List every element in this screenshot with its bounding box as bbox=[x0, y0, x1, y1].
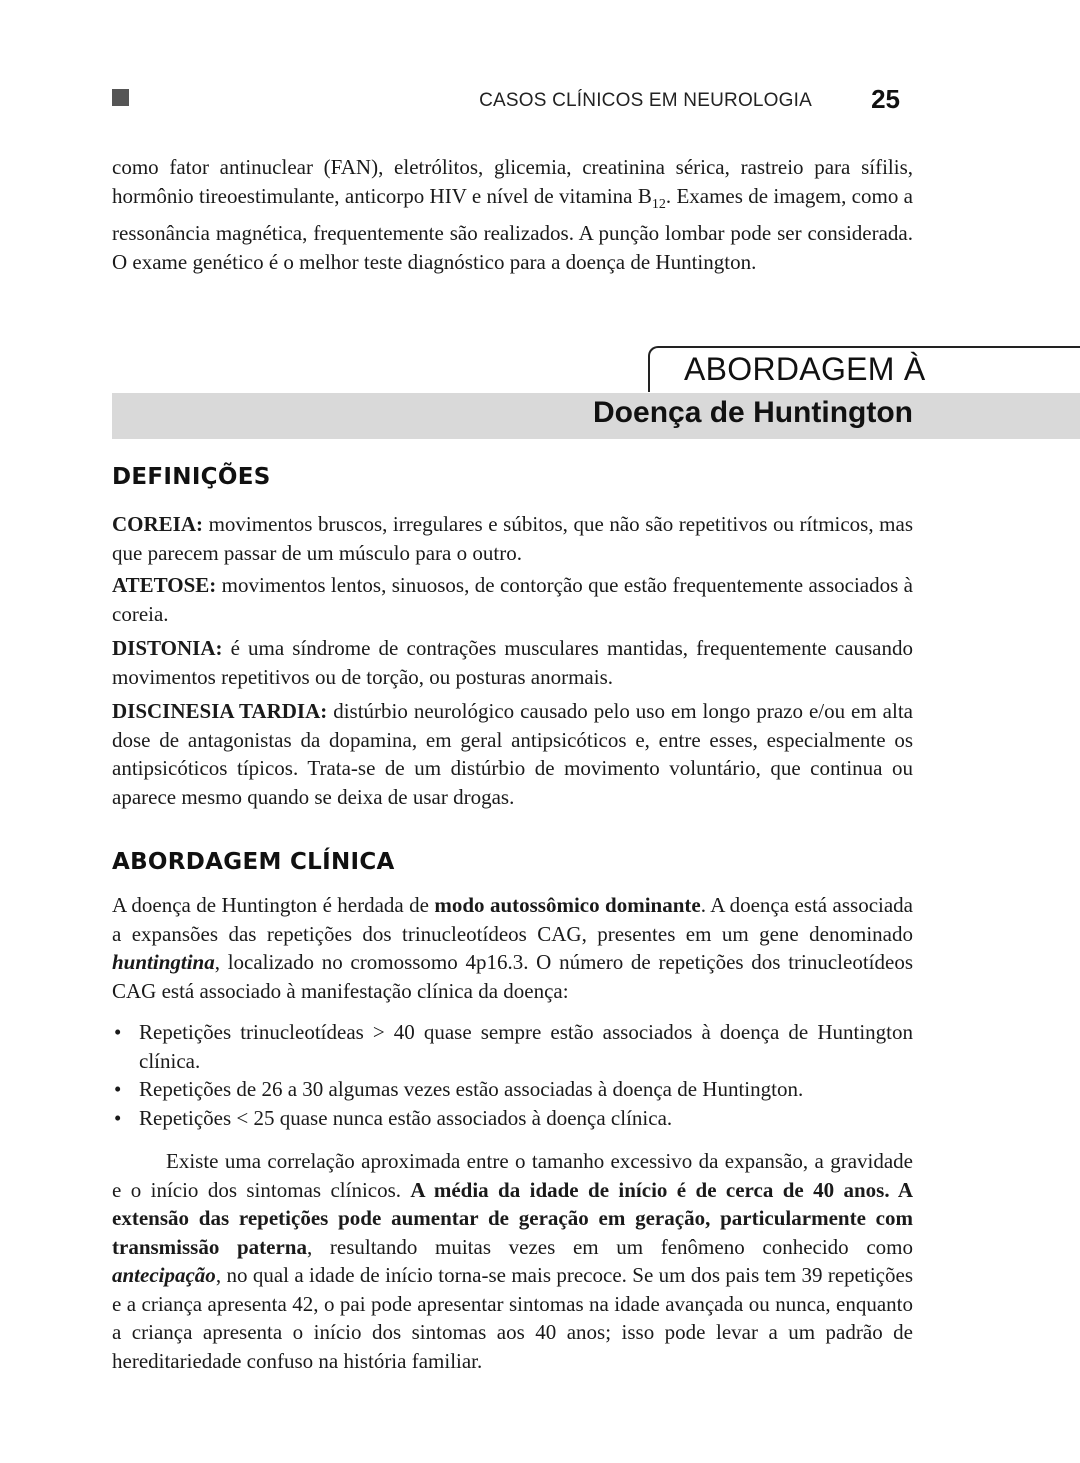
bold-text: modo autossômico dominante bbox=[434, 893, 701, 917]
clinical-paragraph-2 bbox=[112, 1147, 913, 1375]
repeat-counts-list bbox=[112, 1018, 913, 1132]
vitamin-subscript: 12 bbox=[651, 196, 666, 212]
bold-italic-term: antecipação bbox=[112, 1263, 216, 1287]
text-span: , resultando muitas vezes em um fenômeno conhecido como bbox=[306, 1234, 913, 1259]
definition-text: movimentos lentos, sinuosos, de contorção que estão frequentemente associados à coreia. bbox=[112, 573, 913, 626]
definition-text: distúrbio neurológico causado pelo uso em longo prazo e/ou em alta dose de antagonistas da dopamina, em geral antipsicóticos e, entre esses, especialmente os antipsicóticos típicos. Trata-se de um distúrbio de movimento voluntário, que continua ou aparece mesmo quando se deixa de usar drogas. bbox=[112, 699, 913, 809]
definition-discinesia-tardia bbox=[112, 697, 913, 811]
clinical-paragraph-1 bbox=[112, 891, 913, 1005]
page-number: 25 bbox=[871, 84, 900, 114]
bold-text: A média da idade de início é de cerca de 40 anos. A extensão das repetições pode aumentar de geração em geração, particularmente com transmissão paterna bbox=[112, 1177, 913, 1259]
intro-text-2: . Exames de imagem, como a ressonância magnética, frequentemente são realizados. A punção lombar pode ser considerada. O exame genético é o melhor teste diagnóstico para a doença de Huntington. bbox=[112, 183, 913, 274]
list-item: • Repetições de 26 a 30 algumas vezes estão associadas à doença de Huntington. bbox=[112, 1075, 913, 1104]
text-span: , localizado no cromossomo 4p16.3. O número de repetições dos trinucleotídeos CAG está associado à manifestação clínica da doença: bbox=[112, 950, 913, 1003]
definition-atetose bbox=[112, 571, 913, 628]
topic-title: Doença de Huntington bbox=[593, 396, 913, 429]
running-head: CASOS CLÍNICOS EM NEUROLOGIA bbox=[479, 90, 812, 111]
text-span: Existe uma correlação aproximada entre o tamanho excessivo da expansão, a gravidade e o início dos sintomas clínicos. bbox=[112, 1149, 913, 1202]
bold-italic-term: huntingtina bbox=[112, 950, 215, 974]
definition-term: COREIA: bbox=[112, 512, 204, 536]
list-item: • Repetições trinucleotídeas > 40 quase sempre estão associados à doença de Huntington clínica. bbox=[112, 1018, 913, 1075]
clinical-approach-heading: ABORDAGEM CLÍNICA bbox=[112, 849, 395, 875]
definition-term: ATETOSE: bbox=[112, 573, 217, 597]
approach-label: ABORDAGEM À bbox=[684, 351, 926, 387]
header-square-marker bbox=[112, 89, 129, 106]
text-span: , no qual a idade de início torna-se mais precoce. Se um dos pais tem 39 repetições e a criança apresenta 42, o pai pode apresentar sintomas na idade avançada ou nunca, enquanto a criança apresenta o início dos sintomas aos 40 anos; isso pode levar a um padrão de hereditariedade confuso na história familiar. bbox=[112, 1263, 913, 1373]
definition-text: movimentos bruscos, irregulares e súbitos, que não são repetitivos ou rítmicos, mas que parecem passar de um músculo para o outro. bbox=[112, 512, 913, 565]
definitions-heading: DEFINIÇÕES bbox=[112, 464, 271, 490]
intro-text-1: como fator antinuclear (FAN), eletrólitos, glicemia, creatinina sérica, rastreio para sífilis, hormônio tireoestimulante, anticorpo HIV e nível de vitamina B bbox=[112, 155, 913, 208]
definition-term: DISTONIA: bbox=[112, 636, 223, 660]
definition-coreia bbox=[112, 510, 913, 567]
intro-paragraph bbox=[112, 153, 913, 276]
definition-distonia bbox=[112, 634, 913, 691]
text-span: A doença de Huntington é herdada de bbox=[112, 893, 435, 917]
text-span: . A doença está associada a expansões das repetições dos trinucleotídeos CAG, presentes em um gene denominado bbox=[112, 893, 913, 946]
definition-text: é uma síndrome de contrações musculares mantidas, frequentemente causando movimentos repetitivos ou de torção, ou posturas anormais. bbox=[112, 636, 913, 689]
definition-term: DISCINESIA TARDIA: bbox=[112, 699, 328, 723]
list-item: • Repetições < 25 quase nunca estão associados à doença clínica. bbox=[112, 1104, 913, 1133]
